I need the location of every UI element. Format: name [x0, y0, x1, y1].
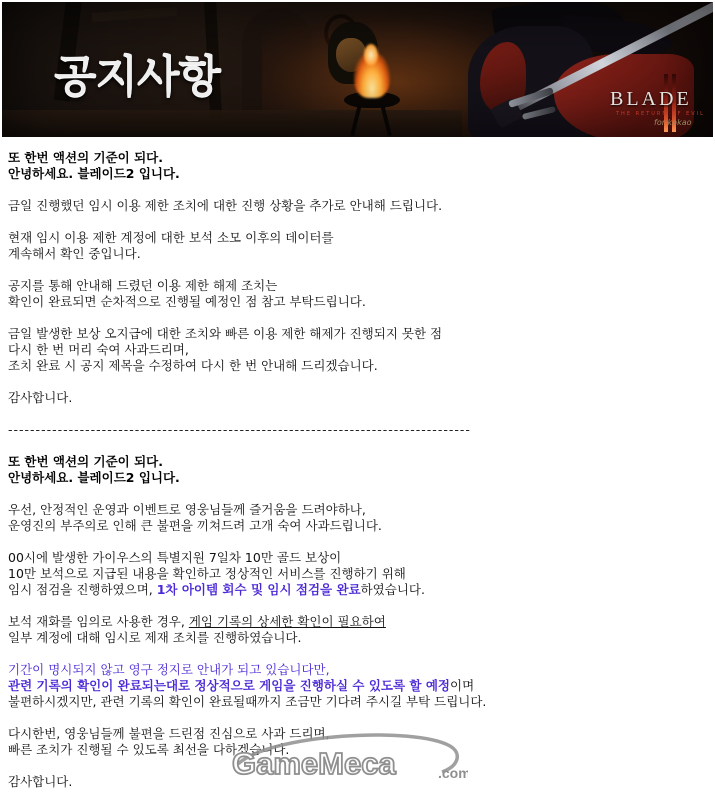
notice-line: [8, 678, 708, 694]
notice-text: 금일 진행했던 임시 이용 제한 조치에 대한 진행 상황을 추가로 안내해 드립니다.: [8, 198, 443, 213]
notice-line: [8, 470, 708, 486]
notice-text: 불편하시겠지만, 관련 기록의 확인이 완료될때까지 조금만 기다려 주시길 부탁 드립니다.: [8, 694, 487, 709]
notice-line: [8, 566, 708, 582]
blade-logo-subtitle: THE RETURN OF EVIL: [616, 111, 705, 117]
notice-line: [8, 550, 708, 566]
notice-text: 일부 계정에 대해 임시로 제재 조치를 진행하였습니다.: [8, 630, 302, 645]
notice-text: 현재 임시 이용 제한 계정에 대한 보석 소모 이후의 데이터를: [8, 230, 334, 245]
notice-text: 또 한번 액션의 기준이 되다.: [8, 150, 163, 165]
notice-heading: [8, 454, 708, 486]
notice-paragraph: [8, 502, 708, 534]
notice-line: [8, 358, 708, 374]
notice-text: 다시 한 번 머리 숙여 사과드리며,: [8, 342, 189, 357]
notice-line: [8, 198, 708, 214]
notice-text-underline: 게임 기록의 상세한 확인이 필요하여: [188, 614, 386, 629]
notice-line: [8, 694, 708, 710]
blade-logo-word: BLADE: [610, 88, 692, 110]
notice-text: 운영진의 부주의로 인해 큰 불편을 끼쳐드려 고개 숙여 사과드립니다.: [8, 518, 382, 533]
notice-line: [8, 246, 708, 262]
notice-line: [8, 166, 708, 182]
notice-line: [8, 614, 708, 630]
notice-line: [8, 278, 708, 294]
notice-text-blue: 기간이 명시되지 않고 영구 정지로 안내가 되고 있습니다만,: [8, 662, 330, 677]
notice-text: 빠른 조치가 진행될 수 있도록 최선을 다하겠습니다.: [8, 742, 290, 757]
notice-text: 금일 발생한 보상 오지급에 대한 조치와 빠른 이용 제한 해제가 진행되지 못한 점: [8, 326, 443, 341]
notice-text: 감사합니다.: [8, 390, 73, 405]
notice-line: [8, 150, 708, 166]
notice-banner: [2, 2, 713, 137]
divider-dashes: ------------------------------------------------------------------------------------: [8, 422, 471, 437]
notice-line: [8, 342, 708, 358]
notice-text: 감사합니다.: [8, 774, 73, 789]
notice-line: [8, 518, 708, 534]
notice-text: 하였습니다.: [360, 582, 425, 597]
notice-heading: [8, 150, 708, 182]
blade2-logo: [608, 78, 710, 136]
notice-text: 보석 재화를 임의로 사용한 경우,: [8, 614, 189, 629]
notice-paragraph: [8, 550, 708, 598]
notice-line: [8, 230, 708, 246]
notice-text: 임시 점검을 진행하였으며,: [8, 582, 157, 597]
watermark-suffix: .com: [438, 765, 468, 781]
notice-body: [8, 150, 708, 806]
notice-line: [8, 502, 708, 518]
notice-paragraph: [8, 198, 708, 214]
notice-line: [8, 630, 708, 646]
gamemeca-watermark: [228, 730, 468, 782]
notice-divider: [8, 422, 708, 438]
notice-line: [8, 582, 708, 598]
notice-text: 우선, 안정적인 운영과 이벤트로 영웅님들께 즐거움을 드려야하나,: [8, 502, 366, 517]
watermark-text: GameMeca: [232, 746, 396, 781]
notice-paragraph: [8, 230, 708, 262]
notice-line: [8, 390, 708, 406]
notice-paragraph: [8, 662, 708, 710]
notice-text: 공지를 통해 안내해 드렸던 이용 제한 해제 조치는: [8, 278, 278, 293]
notice-text: 안녕하세요. 블레이드2 입니다.: [8, 166, 180, 181]
notice-text-blue-bold: 1차 아이템 회수 및 임시 점검을 완료: [156, 582, 361, 597]
notice-text: 조치 완료 시 공지 제목을 수정하여 다시 한 번 안내해 드리겠습니다.: [8, 358, 378, 373]
notice-text-blue-bold: 관련 기록의 확인이 완료되는대로 정상적으로 게임을 진행하실 수 있도록 할 예정: [8, 678, 450, 693]
page-title: 공지사항: [54, 51, 221, 102]
notice-text: 확인이 완료되면 순차적으로 진행될 예정인 점 참고 부탁드립니다.: [8, 294, 366, 309]
notice-text: 다시한번, 영웅님들께 불편을 드린점 진심으로 사과 드리며,: [8, 726, 330, 741]
notice-text: 안녕하세요. 블레이드2 입니다.: [8, 470, 180, 485]
notice-paragraph: [8, 614, 708, 646]
notice-line: [8, 662, 708, 678]
notice-text: 00시에 발생한 가이우스의 특별지원 7일차 10만 골드 보상이: [8, 550, 342, 565]
notice-line: [8, 294, 708, 310]
notice-text: 이며: [450, 678, 475, 693]
notice-text: 10만 보석으로 지급된 내용을 확인하고 정상적인 서비스를 진행하기 위해: [8, 566, 406, 581]
notice-line: [8, 326, 708, 342]
notice-paragraph: [8, 390, 708, 406]
notice-line: [8, 454, 708, 470]
blade-logo-signature: for kakao: [654, 118, 692, 127]
notice-paragraph: [8, 278, 708, 310]
notice-text: 또 한번 액션의 기준이 되다.: [8, 454, 163, 469]
notice-paragraph: [8, 326, 708, 374]
notice-text: 계속해서 확인 중입니다.: [8, 246, 141, 261]
